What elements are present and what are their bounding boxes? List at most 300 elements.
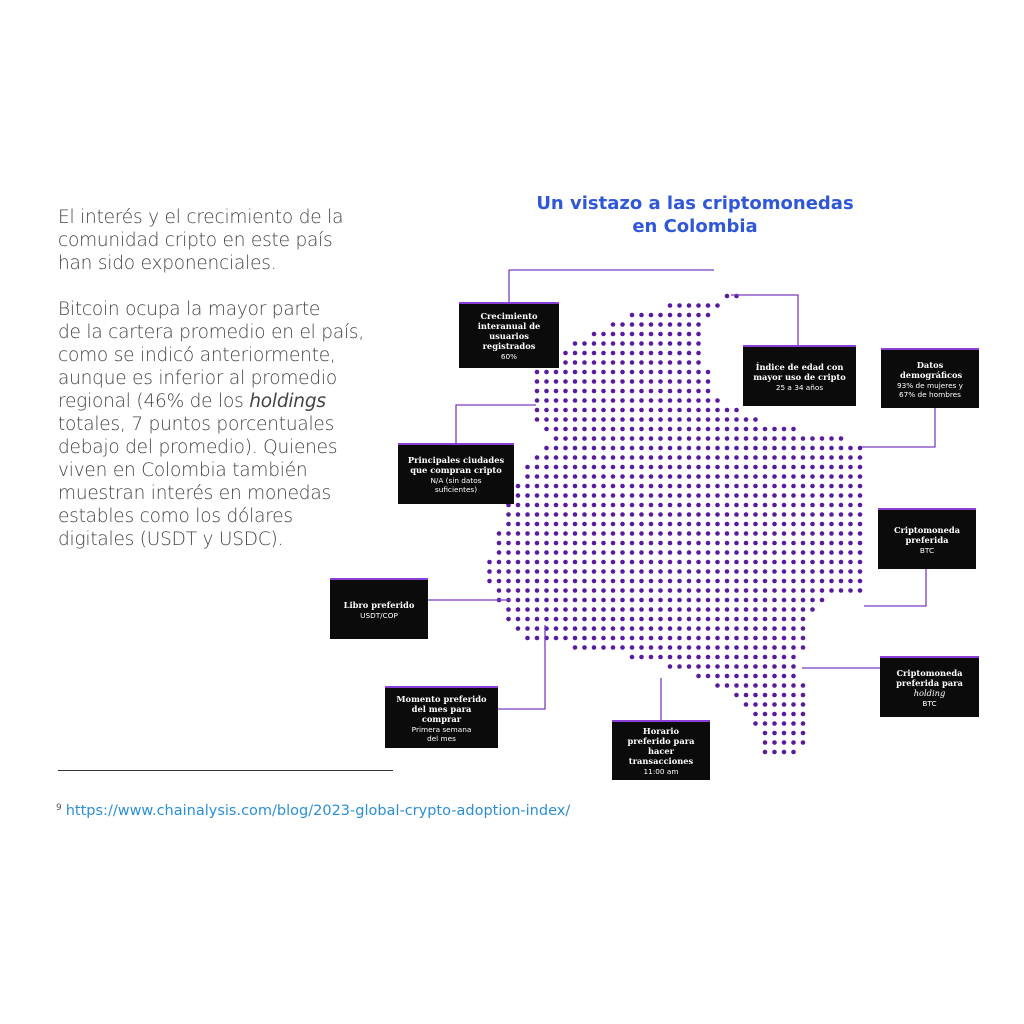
map-dot [753,712,758,717]
map-dot [630,636,635,641]
map-dot [715,503,720,508]
map-dot [611,503,616,508]
map-dot [829,560,834,565]
map-dot [810,560,815,565]
map-dot [639,522,644,527]
map-dot [611,560,616,565]
map-dot [611,636,616,641]
map-dot [592,389,597,394]
map-dot [753,645,758,650]
map-dot [630,560,635,565]
map-dot [744,702,749,707]
map-dot [725,683,730,688]
map-dot [639,598,644,603]
map-dot [744,693,749,698]
map-dot [725,408,730,413]
map-dot [582,436,587,441]
box-title-italic [914,688,946,698]
map-dot [782,436,787,441]
map-dot [677,313,682,318]
map-dot [639,512,644,517]
map-dot [554,503,559,508]
map-dot [639,332,644,337]
map-dot [772,503,777,508]
map-dot [734,569,739,574]
map-dot [810,550,815,555]
map-dot [592,598,597,603]
text-line: han sido exponenciales. [58,253,277,274]
box-value: BTC [919,545,935,555]
map-dot [725,512,730,517]
map-dot [544,522,549,527]
map-dot [782,731,787,736]
map-dot [810,512,815,517]
map-dot [668,636,673,641]
map-dot [554,522,559,527]
map-dot [744,560,749,565]
map-dot [858,455,863,460]
map-dot [744,645,749,650]
box-value: Primera semana del mes [411,724,472,743]
map-dot [563,379,568,384]
map-dot [791,569,796,574]
map-dot [801,683,806,688]
map-dot [582,512,587,517]
map-dot [725,465,730,470]
map-dot [715,550,720,555]
map-dot [696,531,701,536]
map-dot [753,446,758,451]
map-dot [658,417,663,422]
map-dot [620,522,625,527]
map-dot [839,465,844,470]
map-dot [715,303,720,308]
map-dot [601,541,606,546]
map-dot [573,465,578,470]
map-dot [573,360,578,365]
map-dot [687,655,692,660]
infographic-title-line: Un vistazo a las criptomonedas [536,193,854,214]
map-dot [715,598,720,603]
map-dot [782,465,787,470]
map-dot [706,379,711,384]
map-dot [544,370,549,375]
map-dot [744,436,749,441]
map-dot [639,550,644,555]
map-dot [801,484,806,489]
map-dot [592,484,597,489]
map-dot [791,531,796,536]
map-dot [506,531,511,536]
map-dot [611,465,616,470]
map-dot [620,322,625,327]
map-dot [687,341,692,346]
map-dot [696,512,701,517]
map-dot [658,588,663,593]
map-dot [734,465,739,470]
map-dot [858,541,863,546]
map-dot [829,493,834,498]
map-dot [791,446,796,451]
map-dot [563,560,568,565]
map-dot [601,503,606,508]
map-dot [582,427,587,432]
map-dot [715,408,720,413]
map-dot [696,341,701,346]
map-dot [639,351,644,356]
map-dot [677,512,682,517]
map-dot [573,427,578,432]
map-dot [620,607,625,612]
map-dot [753,455,758,460]
map-dot [658,474,663,479]
map-dot [839,550,844,555]
map-dot [706,389,711,394]
map-dot [810,455,815,460]
map-dot [715,417,720,422]
map-dot [677,503,682,508]
map-dot [563,351,568,356]
map-dot [801,455,806,460]
map-dot [497,531,502,536]
map-dot [734,664,739,669]
map-dot [753,503,758,508]
footnote-link[interactable]: https://www.chainalysis.com/blog/2023-global-crypto-adoption-index/ [65,803,571,819]
map-dot [668,550,673,555]
map-dot [725,294,730,299]
map-dot [734,512,739,517]
map-dot [668,474,673,479]
map-dot [696,427,701,432]
map-dot [782,455,787,460]
map-dot [753,531,758,536]
map-dot [706,436,711,441]
box-value: N/A (sin datos suficientes) [430,476,482,494]
map-dot [772,674,777,679]
map-dot [592,436,597,441]
map-dot [525,598,530,603]
map-dot [668,427,673,432]
map-dot [611,588,616,593]
map-dot [649,465,654,470]
map-dot [791,493,796,498]
map-dot [573,351,578,356]
map-dot [782,522,787,527]
map-dot [791,436,796,441]
map-dot [820,493,825,498]
map-dot [601,645,606,650]
map-dot [620,417,625,422]
map-dot [554,560,559,565]
map-dot [554,436,559,441]
map-dot [725,655,730,660]
map-dot [677,398,682,403]
map-dot [563,531,568,536]
map-dot [544,531,549,536]
map-dot [801,560,806,565]
map-dot [535,636,540,641]
map-dot [611,446,616,451]
map-dot [763,664,768,669]
map-dot [544,455,549,460]
map-dot [506,541,511,546]
map-dot [734,522,739,527]
map-dot [639,560,644,565]
preferred-book-box [330,578,428,639]
map-dot [620,636,625,641]
map-dot [487,560,492,565]
map-dot [639,493,644,498]
map-dot [592,408,597,413]
map-dot [658,427,663,432]
map-dot [554,626,559,631]
map-dot [535,408,540,413]
map-dot [563,408,568,413]
map-dot [658,617,663,622]
map-dot [791,607,796,612]
map-dot [658,607,663,612]
map-dot [649,313,654,318]
map-dot [829,474,834,479]
map-dot [668,579,673,584]
map-dot [744,541,749,546]
map-dot [801,607,806,612]
map-dot [658,484,663,489]
map-dot [696,626,701,631]
map-dot [677,541,682,546]
map-dot [801,550,806,555]
map-dot [554,455,559,460]
map-dot [782,664,787,669]
map-dot [630,541,635,546]
map-dot [630,360,635,365]
map-dot [554,474,559,479]
map-dot [706,455,711,460]
map-dot [630,341,635,346]
map-dot [687,332,692,337]
map-dot [801,569,806,574]
map-dot [801,522,806,527]
map-dot [753,636,758,641]
map-dot [839,531,844,536]
map-dot [734,484,739,489]
map-dot [620,484,625,489]
map-dot [573,455,578,460]
map-dot [744,522,749,527]
map-dot [744,617,749,622]
map-dot [554,607,559,612]
map-dot [734,636,739,641]
map-dot [706,560,711,565]
map-dot [668,341,673,346]
map-dot [525,579,530,584]
map-dot [782,512,787,517]
map-dot [801,740,806,745]
map-dot [677,607,682,612]
map-dot [810,569,815,574]
map-dot [649,626,654,631]
map-dot [563,541,568,546]
map-dot [525,607,530,612]
map-dot [573,645,578,650]
box-value: 25 a 34 años [775,382,824,392]
map-dot [668,655,673,660]
map-dot [497,588,502,593]
map-dot [649,522,654,527]
map-dot [715,436,720,441]
map-dot [706,550,711,555]
map-dot [801,493,806,498]
map-dot [772,617,777,622]
map-dot [544,484,549,489]
map-dot [535,493,540,498]
preferred-crypto-box [878,508,976,569]
map-dot [630,370,635,375]
map-dot [706,484,711,489]
map-dot [611,522,616,527]
map-dot [734,550,739,555]
map-dot [801,579,806,584]
map-dot [668,560,673,565]
map-dot [734,588,739,593]
map-dot [791,512,796,517]
map-dot [772,436,777,441]
map-dot [582,493,587,498]
map-dot [839,522,844,527]
map-dot [639,579,644,584]
map-dot [630,626,635,631]
map-dot [592,645,597,650]
map-dot [744,607,749,612]
map-dot [611,579,616,584]
map-dot [734,683,739,688]
map-dot [715,465,720,470]
map-dot [516,493,521,498]
map-dot [696,322,701,327]
map-dot [630,379,635,384]
map-dot [801,598,806,603]
map-dot [620,531,625,536]
map-dot [592,465,597,470]
map-dot [630,351,635,356]
map-dot [725,579,730,584]
map-dot [601,341,606,346]
map-dot [677,598,682,603]
map-dot [516,598,521,603]
map-dot [725,674,730,679]
map-dot [601,617,606,622]
map-dot [782,484,787,489]
map-dot [782,550,787,555]
map-dot [782,655,787,660]
map-dot [829,588,834,593]
map-dot [753,598,758,603]
map-dot [639,398,644,403]
map-dot [725,427,730,432]
map-dot [677,389,682,394]
map-dot [706,588,711,593]
map-dot [516,607,521,612]
map-dot [649,455,654,460]
map-dot [782,493,787,498]
map-dot [639,417,644,422]
map-dot [839,569,844,574]
map-dot [497,541,502,546]
map-dot [791,579,796,584]
map-dot [820,560,825,565]
map-dot [782,579,787,584]
map-dot [554,550,559,555]
map-dot [715,626,720,631]
map-dot [535,379,540,384]
map-dot [611,645,616,650]
map-dot [582,579,587,584]
map-dot [535,569,540,574]
map-dot [839,436,844,441]
map-dot [791,750,796,755]
map-dot [848,512,853,517]
map-dot [573,617,578,622]
map-dot [611,550,616,555]
map-dot [677,522,682,527]
map-dot [763,740,768,745]
map-dot [592,398,597,403]
map-dot [715,579,720,584]
map-dot [706,569,711,574]
map-dot [725,531,730,536]
map-dot [706,474,711,479]
map-dot [554,408,559,413]
map-dot [582,446,587,451]
map-dot [544,607,549,612]
map-dot [744,579,749,584]
map-dot [535,617,540,622]
map-dot [715,588,720,593]
map-dot [506,522,511,527]
map-dot [801,617,806,622]
map-dot [592,607,597,612]
map-dot [706,541,711,546]
map-dot [858,493,863,498]
map-dot [706,493,711,498]
map-dot [506,579,511,584]
map-dot [820,598,825,603]
box-title: Criptomoneda preferida para [896,667,963,688]
map-dot [601,417,606,422]
map-dot [763,550,768,555]
map-dot [734,427,739,432]
map-dot [658,569,663,574]
map-dot [791,645,796,650]
map-dot [639,389,644,394]
map-dot [649,370,654,375]
map-dot [525,522,530,527]
map-dot [782,588,787,593]
map-dot [687,455,692,460]
map-dot [544,465,549,470]
text-line: muestran interés en monedas [58,483,331,504]
map-dot [535,484,540,489]
map-dot [715,607,720,612]
map-dot [601,531,606,536]
map-dot [791,598,796,603]
map-dot [677,579,682,584]
map-dot [791,617,796,622]
map-dot [573,550,578,555]
map-dot [649,360,654,365]
map-dot [725,503,730,508]
map-dot [601,370,606,375]
